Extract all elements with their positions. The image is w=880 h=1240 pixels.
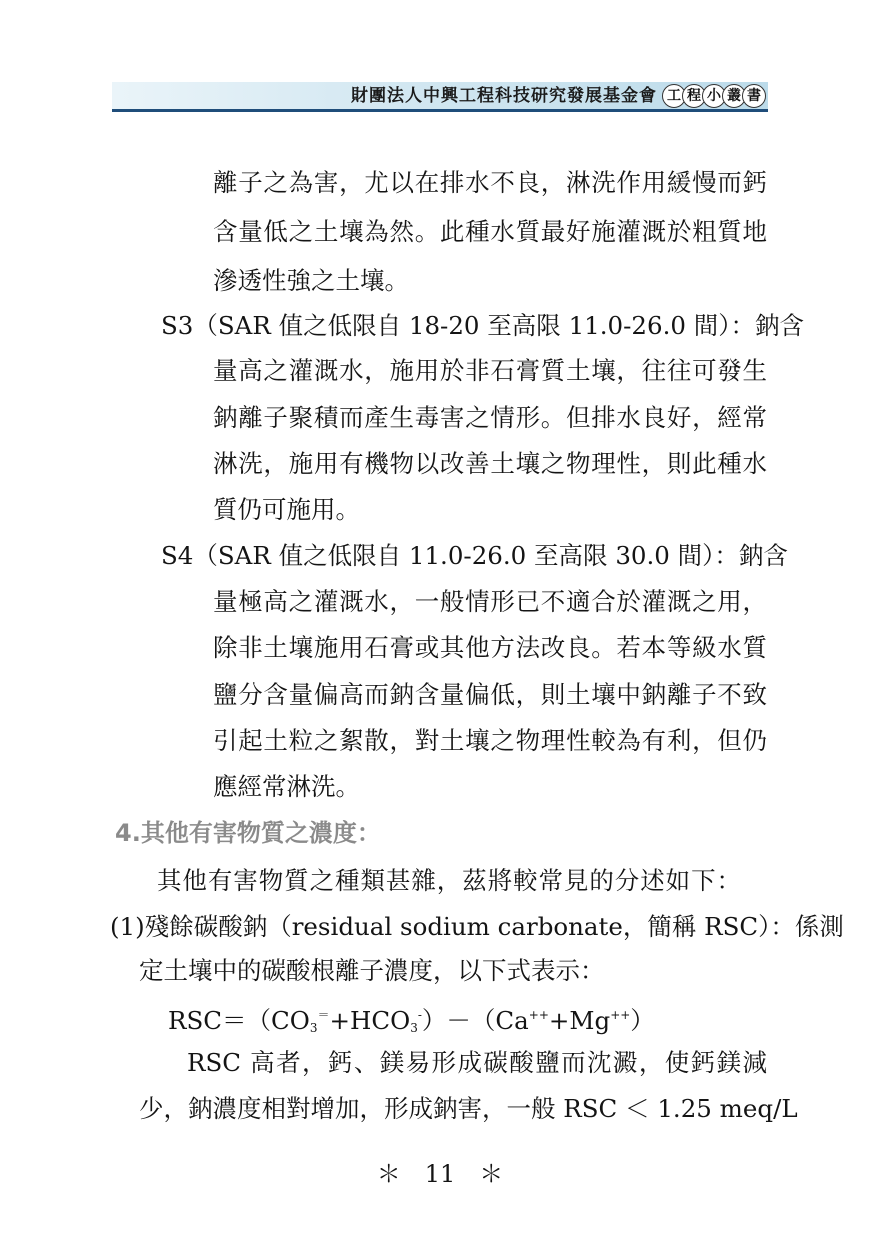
formula-part: +Mg — [548, 1006, 611, 1035]
formula-subscript: 3 — [410, 1021, 418, 1035]
formula-superscript: ++ — [610, 1008, 631, 1022]
body-line: 含量低之土壤為然。此種水質最好施灌溉於粗質地 — [213, 217, 767, 246]
logo-char: 工 — [662, 84, 686, 108]
header-rule — [112, 109, 768, 112]
series-logo — [662, 84, 766, 108]
formula-subscript: 3 — [309, 1021, 318, 1035]
body-line: 量高之灌溉水，施用於非石膏質土壤，往往可發生 — [213, 356, 767, 385]
rsc-item-line: (1)殘餘碳酸鈉（residual sodium carbonate，簡稱 RSC）：係測 — [110, 912, 844, 941]
logo-char: 叢 — [722, 84, 746, 108]
body-line: 定土壤中的碳酸根離子濃度，以下式表示： — [139, 956, 605, 985]
body-line: RSC 高者，鈣、鎂易形成碳酸鹽而沈澱，使鈣鎂減 — [187, 1048, 767, 1077]
body-line: 量極高之灌溉水，一般情形已不適合於灌溉之用， — [213, 587, 767, 616]
page-number: ＊ 11 ＊ — [376, 1160, 504, 1188]
formula-part: ）－（Ca — [421, 1006, 529, 1035]
logo-char: 書 — [742, 84, 766, 108]
section-heading: 4.其他有害物質之濃度： — [115, 819, 381, 847]
logo-char: 程 — [682, 84, 706, 108]
body-line: 離子之為害，尤以在排水不良，淋洗作用緩慢而鈣 — [213, 168, 767, 197]
formula-part: ） — [630, 1006, 655, 1035]
body-line: 引起土粒之絮散，對土壤之物理性較為有利，但仍 — [213, 726, 767, 755]
body-line: 其他有害物質之種類甚雜，茲將較常見的分述如下： — [157, 866, 741, 895]
formula-superscript: - — [417, 1008, 422, 1022]
body-line: 鹽分含量偏高而鈉含量偏低，則土壤中鈉離子不致 — [213, 680, 767, 709]
body-line: 少，鈉濃度相對增加，形成鈉害，一般 RSC ＜ 1.25 meq/L — [139, 1094, 798, 1123]
s4-item-line: S4（SAR 值之低限自 11.0-26.0 至高限 30.0 間）：鈉含 — [161, 541, 788, 570]
formula-part: +HCO — [329, 1006, 411, 1035]
formula-part: RSC＝（CO — [168, 1006, 310, 1035]
body-line: 淋洗，施用有機物以改善土壤之物理性，則此種水 — [213, 449, 767, 478]
body-line: 滲透性強之土壤。 — [213, 266, 409, 295]
body-line: 應經常淋洗。 — [213, 772, 360, 801]
body-line: 鈉離子聚積而產生毒害之情形。但排水良好，經常 — [213, 403, 767, 432]
s3-item-line: S3（SAR 值之低限自 18-20 至高限 11.0-26.0 間）：鈉含 — [161, 311, 804, 340]
formula-superscript: ++ — [528, 1008, 549, 1022]
logo-char: 小 — [702, 84, 726, 108]
rsc-formula — [168, 995, 655, 1035]
body-line: 質仍可施用。 — [213, 495, 360, 524]
header-title: 財團法人中興工程科技研究發展基金會 — [351, 86, 657, 106]
body-line: 除非土壤施用石膏或其他方法改良。若本等級水質 — [213, 633, 767, 662]
formula-superscript: ＝ — [317, 1008, 330, 1022]
